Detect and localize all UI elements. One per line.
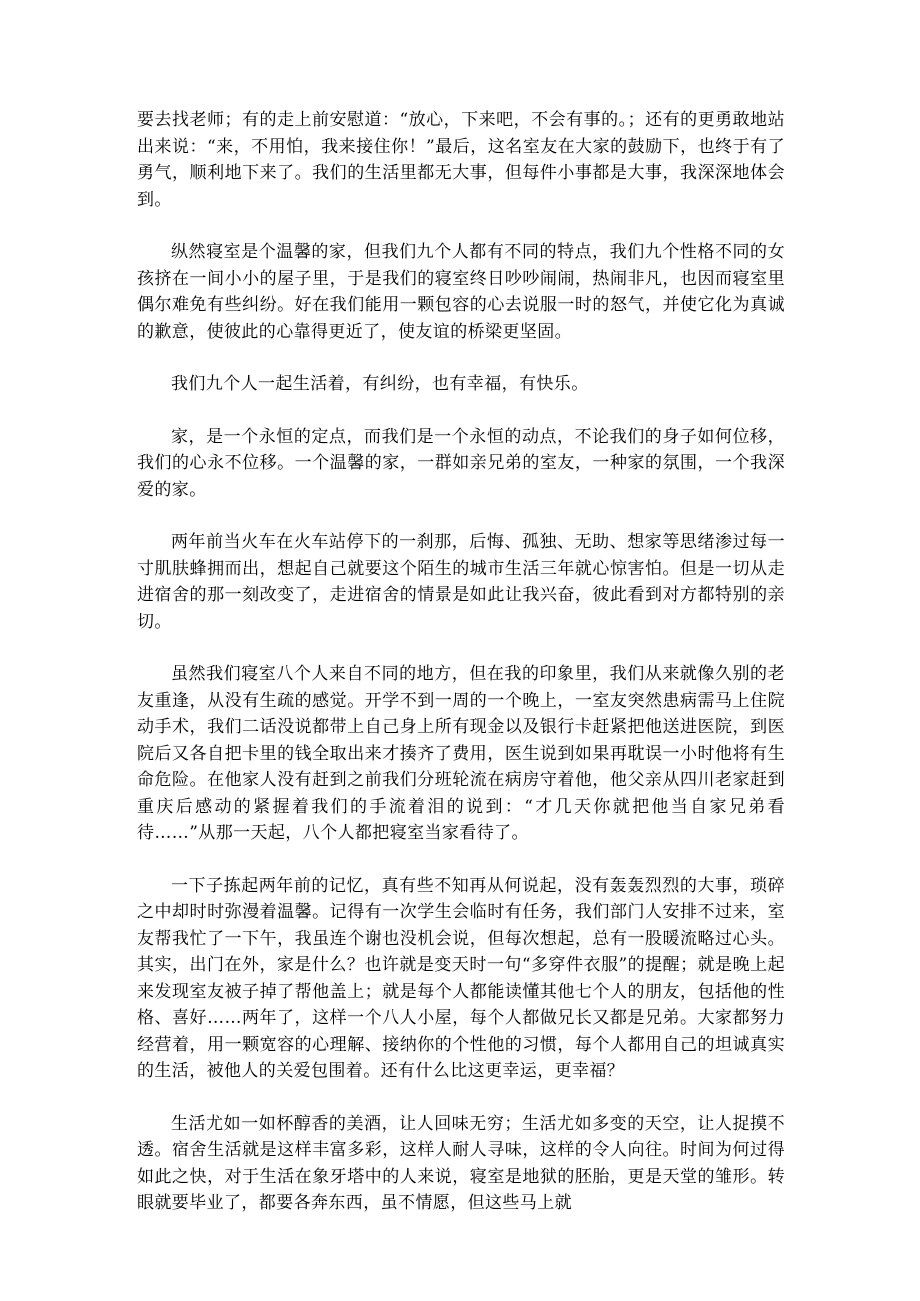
paragraph-roommate-illness: 虽然我们寝室八个人来自不同的地方，但在我的印象里，我们从来就像久别的老友重逢，从没有生疏的感觉。开学不到一周的一个晚上，一室友突然患病需马上住院动手术，我们二话没说都带上自己身上所有现金以及银行卡赶紧把他送进医院，到医院后又各自把卡里的钱全取出来才揍齐了费用，医生说到如果再耽误一小时他将有生命危险。在他家人没有赶到之前我们分班轮流在病房守着他，他父亲从四川老家赶到重庆后感动的紧握着我们的手流着泪的说到：“才几天你就把他当自家兄弟看待……”从那一天起，八个人都把寝室当家看待了。 <box>137 664 785 843</box>
paragraph-two-years-ago: 两年前当火车在火车站停下的一刹那，后悔、孤独、无助、想家等思绪渗过每一寸肌肤蜂拥而出，想起自己就要这个陌生的城市生活三年就心惊害怕。但是一切从走进宿舍的那一刻改变了，走进宿舍的情景是如此让我兴奋，彼此看到对方都特别的亲切。 <box>137 532 785 632</box>
paragraph-life-like-wine: 生活尤如一如杯醇香的美酒，让人回味无穷；生活尤如多变的天空，让人捉摸不透。宿舍生活就是这样丰富多彩，这样人耐人寻味，这样的令人向往。时间为何过得如此之快，对于生活在象牙塔中的人来说，寝室是地狱的胚胎，更是天堂的雏形。转眼就要毕业了，都要各奔东西，虽不情愿，但这些马上就 <box>137 1113 785 1213</box>
document-page <box>137 107 785 1217</box>
paragraph-memories: 一下子拣起两年前的记忆，真有些不知再从何说起，没有轰轰烈烈的大事，琐碎之中却时时弥漫着温馨。记得有一次学生会临时有任务，我们部门人安排不过来，室友帮我忙了一下午，我虽连个谢也没机会说，但每次想起，总有一股暖流略过心头。其实，出门在外，家是什么？也许就是变天时一句“多穿件衣服”的提醒；就是晚上起来发现室友被子掉了帮他盖上；就是每个人都能读懂其他七个人的朋友，包括他的性格、喜好……两年了，这样一个八人小屋，每个人都做兄长又都是兄弟。大家都努力经营着，用一颗宽容的心理解、接纳你的个性他的习惯，每个人都用自己的坦诚真实的生活，被他人的关爱包围着。还有什么比这更幸运，更幸福？ <box>137 875 785 1081</box>
paragraph-home-fixed-point: 家，是一个永恒的定点，而我们是一个永恒的动点，不论我们的身子如何位移，我们的心永不位移。一个温馨的家，一群如亲兄弟的室友，一种家的氛围，一个我深爱的家。 <box>137 426 785 500</box>
paragraph-continued: 要去找老师；有的走上前安慰道：“放心，下来吧，不会有事的。；还有的更勇敢地站出来说：“来，不用怕，我来接住你！”最后，这名室友在大家的鼓励下，也终于有了勇气，顺利地下来了。我们的生活里都无大事，但每件小事都是大事，我深深地体会到。 <box>137 110 785 210</box>
paragraph-nine-together: 我们九个人一起生活着，有纠纷，也有幸福，有快乐。 <box>171 374 589 394</box>
paragraph-dorm-differences: 纵然寝室是个温馨的家，但我们九个人都有不同的特点，我们九个性格不同的女孩挤在一间小小的屋子里，于是我们的寝室终日吵吵闹闹，热闹非凡，也因而寝室里偶尔难免有些纠纷。好在我们能用一颗包容的心去说服一时的怒气，并使它化为真诚的歉意，使彼此的心靠得更近了，使友谊的桥梁更坚固。 <box>137 242 785 342</box>
